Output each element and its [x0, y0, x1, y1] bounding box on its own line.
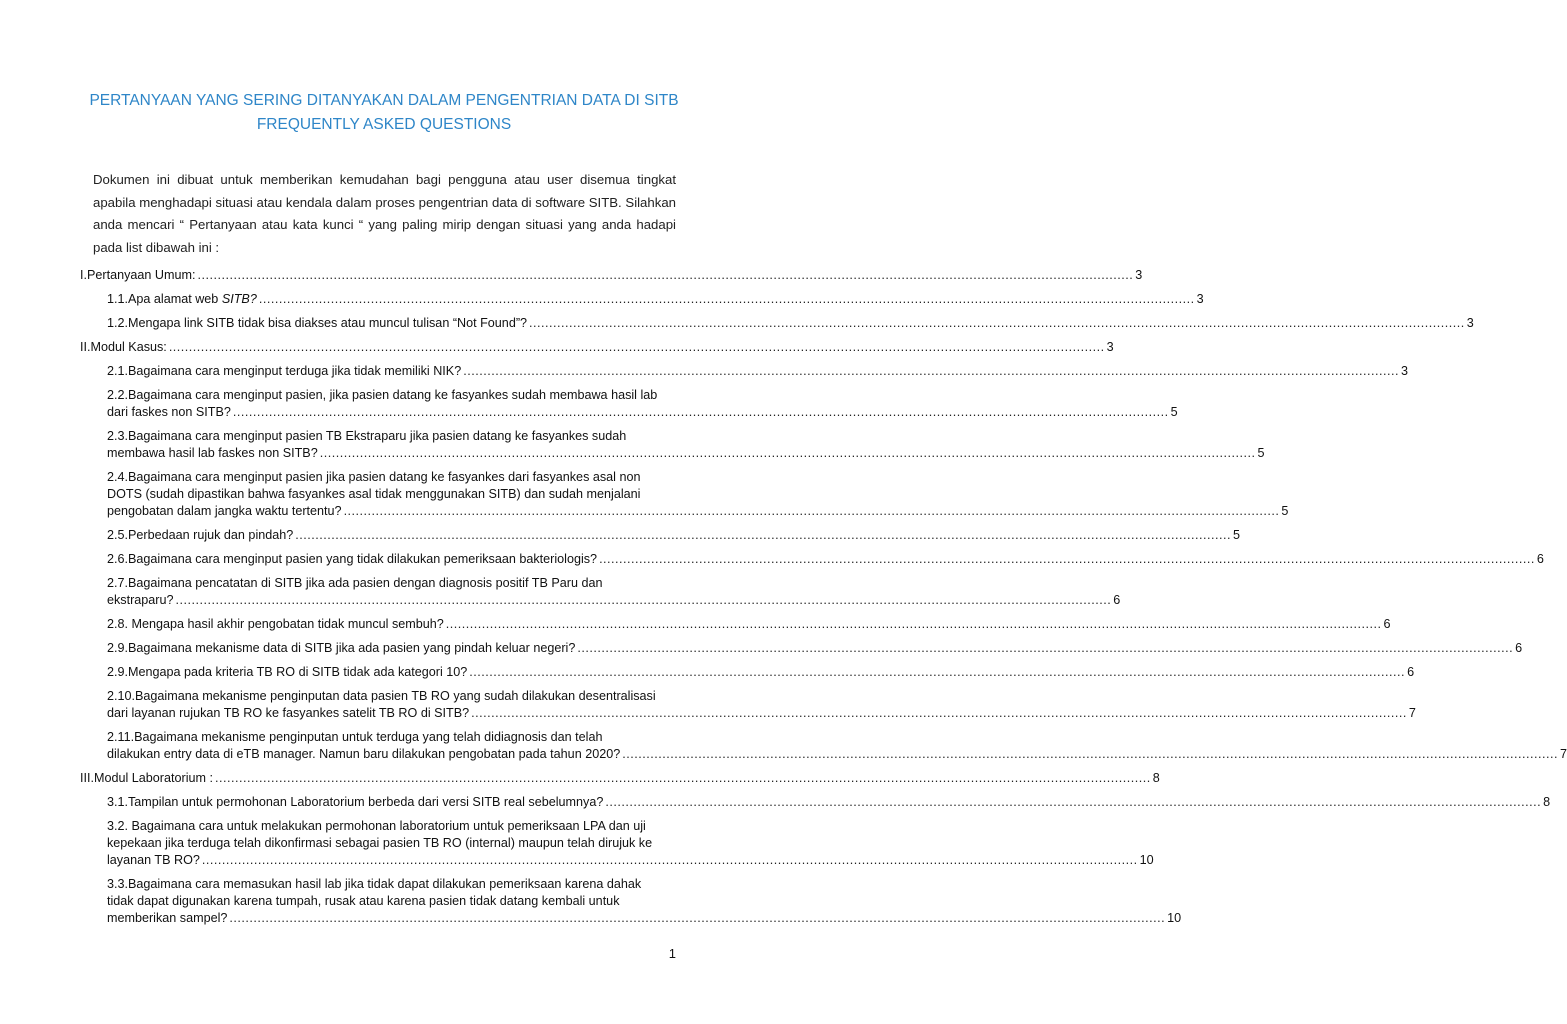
toc-page: 3 [1196, 292, 1204, 306]
toc-label: 1.2.Mengapa link SITB tidak bisa diakses atau muncul tulisan “Not Found”? [107, 316, 528, 330]
toc-leader: .......................................................................................................................................................................................................................................... [229, 911, 1166, 925]
toc-item-2-8[interactable] [107, 614, 1391, 634]
toc-page: 5 [1170, 405, 1178, 419]
toc-item-3-3-line2[interactable]: tidak dapat digunakan karena tumpah, rusak atau karena pasien tidak datang kembali untuk [107, 894, 620, 908]
toc-leader: .......................................................................................................................................................................................................................................... [295, 528, 1232, 542]
document-subtitle: FREQUENTLY ASKED QUESTIONS [256, 116, 512, 133]
toc-page: 3 [1400, 364, 1408, 378]
toc-page: 10 [1167, 911, 1182, 925]
toc-item-3-2[interactable] [107, 850, 1154, 870]
toc-page: 7 [1559, 747, 1567, 761]
toc-leader: .......................................................................................................................................................................................................................................... [469, 665, 1406, 679]
toc-page: 8 [1152, 771, 1160, 785]
toc-page: 3 [1135, 268, 1143, 282]
toc-item-2-6[interactable] [107, 549, 1544, 569]
document-title: PERTANYAAN YANG SERING DITANYAKAN DALAM PENGENTRIAN DATA DI SITB [89, 92, 679, 109]
toc-page: 6 [1407, 665, 1415, 679]
toc-leader: .......................................................................................................................................................................................................................................... [258, 292, 1195, 306]
toc-item-2-5[interactable] [107, 525, 1241, 545]
toc-item-2-7[interactable] [107, 590, 1121, 610]
toc-leader: .......................................................................................................................................................................................................................................... [599, 552, 1535, 566]
toc-label: III.Modul Laboratorium : [80, 771, 213, 785]
toc-label: ekstraparu? [107, 593, 174, 607]
toc-leader: .......................................................................................................................................................................................................................................... [463, 364, 1399, 378]
toc-label: pengobatan dalam jangka waktu tertentu? [107, 504, 342, 518]
toc-leader: .......................................................................................................................................................................................................................................... [201, 853, 1138, 867]
toc-page: 3 [1466, 316, 1474, 330]
toc-item-2-4-line1[interactable]: 2.4.Bagaimana cara menginput pasien jika pasien datang ke fasyankes dari fasyankes asal non [107, 470, 641, 484]
toc-item-2-3-line1[interactable]: 2.3.Bagaimana cara menginput pasien TB Ekstraparu jika pasien datang ke fasyankes sudah [107, 429, 627, 443]
toc-item-2-10[interactable] [107, 703, 1416, 723]
toc-item-3-3-line1[interactable]: 3.3.Bagaimana cara memasukan hasil lab jika tidak dapat dilakukan pemeriksaan karena dahak [107, 877, 642, 891]
toc-page: 8 [1543, 795, 1551, 809]
toc-page: 5 [1233, 528, 1241, 542]
toc-leader: .......................................................................................................................................................................................................................................... [471, 706, 1407, 720]
toc-item-3-3[interactable] [107, 908, 1182, 928]
toc-page: 6 [1383, 617, 1391, 631]
toc-item-3-1[interactable] [107, 792, 1551, 812]
toc-item-2-7-line1[interactable]: 2.7.Bagaimana pencatatan di SITB jika ada pasien dengan diagnosis positif TB Paru dan [107, 576, 603, 590]
toc-label: 2.8. Mengapa hasil akhir pengobatan tidak muncul sembuh? [107, 617, 444, 631]
toc-label: 2.1.Bagaimana cara menginput terduga jika tidak memiliki NIK? [107, 364, 462, 378]
toc-leader: .......................................................................................................................................................................................................................................... [319, 446, 1256, 460]
toc-leader: .......................................................................................................................................................................................................................................... [577, 641, 1514, 655]
toc-leader: .......................................................................................................................................................................................................................................... [215, 771, 1151, 785]
toc-section-umum[interactable] [80, 265, 1143, 285]
toc-label: membawa hasil lab faskes non SITB? [107, 446, 318, 460]
toc-label: dilakukan entry data di eTB manager. Namun baru dilakukan pengobatan pada tahun 2020? [107, 747, 621, 761]
toc-label: dari layanan rujukan TB RO ke fasyankes satelit TB RO di SITB? [107, 706, 470, 720]
toc-item-2-11-line1[interactable]: 2.11.Bagaimana mekanisme penginputan untuk terduga yang telah didiagnosis dan telah [107, 730, 603, 744]
intro-paragraph: Dokumen ini dibuat untuk memberikan kemudahan bagi pengguna atau user disemua tingkat apabila menghadapi situasi atau kendala dalam proses pengentrian data di software SITB. Silahkan anda mencari “ Pertanyaan atau kata kunci “ yang paling mirip dengan situasi yang anda hadapi pada list dibawah ini : [93, 172, 676, 255]
toc-label: 2.9.Bagaimana mekanisme data di SITB jika ada pasien yang pindah keluar negeri? [107, 641, 576, 655]
toc-page: 6 [1113, 593, 1121, 607]
toc-item-2-1[interactable] [107, 361, 1408, 381]
toc-label: 2.5.Perbedaan rujuk dan pindah? [107, 528, 294, 542]
toc-label: I.Pertanyaan Umum: [80, 268, 196, 282]
toc-section-laboratorium[interactable] [80, 768, 1160, 788]
toc-section-kasus[interactable] [80, 337, 1114, 357]
toc-item-1-1[interactable] [107, 289, 1204, 309]
toc-page: 5 [1281, 504, 1289, 518]
toc-page: 7 [1408, 706, 1416, 720]
toc-item-2-4[interactable] [107, 501, 1289, 521]
toc-item-2-4-line2[interactable]: DOTS (sudah dipastikan bahwa fasyankes asal tidak menggunakan SITB) dan sudah menjalani [107, 487, 641, 501]
toc-item-2-2-line1[interactable]: 2.2.Bagaimana cara menginput pasien, jika pasien datang ke fasyankes sudah membawa hasil lab [107, 388, 658, 402]
toc-leader: .......................................................................................................................................................................................................................................... [175, 593, 1112, 607]
toc-item-3-2-line2[interactable]: kepekaan jika terduga telah dikonfirmasi sebagai pasien TB RO (internal) maupun telah dirujuk ke [107, 836, 653, 850]
toc-page: 6 [1515, 641, 1523, 655]
toc-page: 6 [1536, 552, 1544, 566]
toc-leader: .......................................................................................................................................................................................................................................... [232, 405, 1169, 419]
toc-label: 2.6.Bagaimana cara menginput pasien yang tidak dilakukan pemeriksaan bakteriologis? [107, 552, 598, 566]
toc-label: 2.9.Mengapa pada kriteria TB RO di SITB tidak ada kategori 10? [107, 665, 468, 679]
toc-label: dari faskes non SITB? [107, 405, 231, 419]
toc-leader: .......................................................................................................................................................................................................................................... [343, 504, 1280, 518]
toc-item-2-11[interactable] [107, 744, 1567, 764]
toc-item-2-10-line1[interactable]: 2.10.Bagaimana mekanisme penginputan data pasien TB RO yang sudah dilakukan desentralisasi [107, 689, 656, 703]
toc-leader: .......................................................................................................................................................................................................................................... [168, 340, 1105, 354]
toc-leader: .......................................................................................................................................................................................................................................... [622, 747, 1558, 761]
toc-item-2-9[interactable] [107, 638, 1523, 658]
toc-page: 3 [1106, 340, 1114, 354]
toc-item-2-3[interactable] [107, 443, 1265, 463]
toc-label: memberikan sampel? [107, 911, 228, 925]
toc-item-1-2[interactable] [107, 313, 1474, 333]
toc-page: 5 [1257, 446, 1265, 460]
toc-leader: .......................................................................................................................................................................................................................................... [445, 617, 1382, 631]
toc-item-2-2[interactable] [107, 402, 1178, 422]
toc-leader: .......................................................................................................................................................................................................................................... [529, 316, 1465, 330]
toc-label: layanan TB RO? [107, 853, 200, 867]
toc-item-2-9b[interactable] [107, 662, 1415, 682]
toc-page: 10 [1139, 853, 1154, 867]
toc-label: II.Modul Kasus: [80, 340, 167, 354]
toc-leader: .......................................................................................................................................................................................................................................... [197, 268, 1134, 282]
toc-label: 1.1.Apa alamat web SITB? [107, 292, 257, 306]
toc-leader: .......................................................................................................................................................................................................................................... [605, 795, 1542, 809]
page-number: 1 [668, 946, 676, 961]
toc-item-3-2-line1[interactable]: 3.2. Bagaimana cara untuk melakukan permohonan laboratorium untuk pemeriksaan LPA dan uji [107, 819, 646, 833]
toc-label: 3.1.Tampilan untuk permohonan Laboratorium berbeda dari versi SITB real sebelumnya? [107, 795, 604, 809]
